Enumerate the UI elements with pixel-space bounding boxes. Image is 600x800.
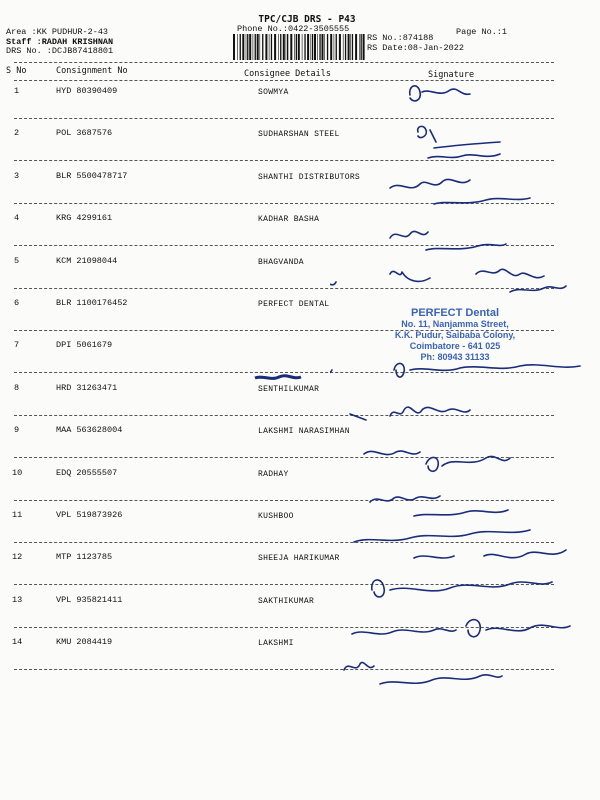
signature-row-13 xyxy=(352,629,456,634)
rs-number: RS No.:874188 xyxy=(367,33,434,43)
signature-row-12 xyxy=(372,580,552,597)
struck-out-name xyxy=(253,374,303,382)
stamp-line-2: K.K. Pudur, Saibaba Colony, xyxy=(394,330,516,340)
row-consignee-name: SHANTHI DISTRIBUTORS xyxy=(258,172,361,182)
row-serial-number: 7 xyxy=(14,340,20,351)
row-consignee-name: LAKSHMI xyxy=(258,639,294,649)
signature-row-11 xyxy=(354,530,530,542)
row-serial-number: 5 xyxy=(14,255,20,266)
row-consignee-name: BHAGVANDA xyxy=(258,257,304,267)
signature-row-5 xyxy=(330,271,430,284)
row-consignment-number: BLR 5500478717 xyxy=(56,170,128,181)
row-consignee-name: PERFECT DENTAL xyxy=(258,300,330,309)
header-left-block xyxy=(6,28,113,57)
row-consignee-name: LAKSHMI NARASIMHAN xyxy=(258,427,350,437)
phone-number: Phone No.:0422-3505555 xyxy=(237,24,350,34)
col-sno: S No xyxy=(6,66,27,76)
row-serial-number: 4 xyxy=(14,213,20,224)
signature-row-7 xyxy=(330,370,332,375)
row-serial-number: 8 xyxy=(14,382,20,393)
row-consignment-number: BLR 1100176452 xyxy=(56,298,128,308)
row-serial-number: 10 xyxy=(12,467,23,478)
row-consignee-name: SAKTHIKUMAR xyxy=(258,596,315,606)
col-signature: Signature xyxy=(428,70,475,80)
stamp-line-1: No. 11, Nanjamma Street, xyxy=(401,319,509,329)
row-consignee-name: SHEEJA HARIKUMAR xyxy=(258,554,340,564)
signature-row-8 xyxy=(350,407,470,420)
row-consignment-number: POL 3687576 xyxy=(56,128,113,139)
row-consignment-number: KRG 4299161 xyxy=(56,213,113,224)
col-consignee: Consignee Details xyxy=(244,69,331,79)
signature-row-4 xyxy=(390,231,428,238)
row-consignment-number: VPL 519873926 xyxy=(56,510,123,520)
row-consignee-name: KUSHBOO xyxy=(258,512,294,521)
row-consignment-number: HRD 31263471 xyxy=(56,382,118,393)
stamp-line-4: Ph: 80943 31133 xyxy=(420,352,490,362)
signature-row-2 xyxy=(418,126,500,148)
handwritten-signatures xyxy=(330,70,600,800)
rs-date: RS Date:08-Jan-2022 xyxy=(367,43,464,53)
signature-row-3 xyxy=(390,179,470,188)
staff-line: Staff :RADAH KRISHNAN xyxy=(6,36,114,47)
row-serial-number: 6 xyxy=(14,298,20,308)
header-divider-top xyxy=(14,62,554,63)
stamp-line-3: Coimbatore - 641 025 xyxy=(409,341,501,351)
barcode xyxy=(232,34,366,60)
page-number: Page No.:1 xyxy=(456,27,508,37)
row-consignment-number: KMU 2084419 xyxy=(56,637,113,648)
row-serial-number: 9 xyxy=(14,425,20,436)
row-consignment-number: MTP 1123785 xyxy=(56,552,113,563)
row-consignee-name: SUDHARSHAN STEEL xyxy=(258,130,340,140)
row-serial-number: 14 xyxy=(12,637,23,648)
row-consignee-name: SOWMYA xyxy=(258,88,289,97)
signature-row-1 xyxy=(410,86,470,101)
row-consignee-name: SENTHILKUMAR xyxy=(258,384,320,394)
signature-row-14 xyxy=(344,662,374,670)
row-serial-number: 12 xyxy=(12,552,23,563)
signature-row-10 xyxy=(370,496,440,502)
col-consignment: Consignment No xyxy=(56,66,128,76)
row-consignment-number: MAA 563628004 xyxy=(56,425,123,436)
row-serial-number: 3 xyxy=(14,170,20,181)
row-consignee-name: RADHAY xyxy=(258,469,289,479)
area-line: Area :KK PUDHUR-2-43 xyxy=(6,27,109,37)
stamp-name: PERFECT Dental xyxy=(410,307,499,319)
row-consignment-number: KCM 21098044 xyxy=(56,255,118,266)
signature-row-9 xyxy=(364,451,420,455)
row-serial-number: 13 xyxy=(12,594,23,605)
row-consignment-number: EDQ 20555507 xyxy=(56,467,118,478)
row-consignee-name: KADHAR BASHA xyxy=(258,215,320,225)
row-consignment-number: DPI 5061679 xyxy=(56,340,113,351)
row-serial-number: 2 xyxy=(14,128,20,139)
row-serial-number: 11 xyxy=(12,510,23,520)
row-consignment-number: HYD 80390409 xyxy=(56,86,118,96)
title-text: TPC/CJB DRS - P43 xyxy=(258,14,356,25)
drs-number-line: DRS No. :DCJB87418801 xyxy=(6,46,114,56)
rs-block xyxy=(367,33,464,53)
row-consignment-number: VPL 935821411 xyxy=(56,594,123,605)
row-serial-number: 1 xyxy=(14,86,20,96)
